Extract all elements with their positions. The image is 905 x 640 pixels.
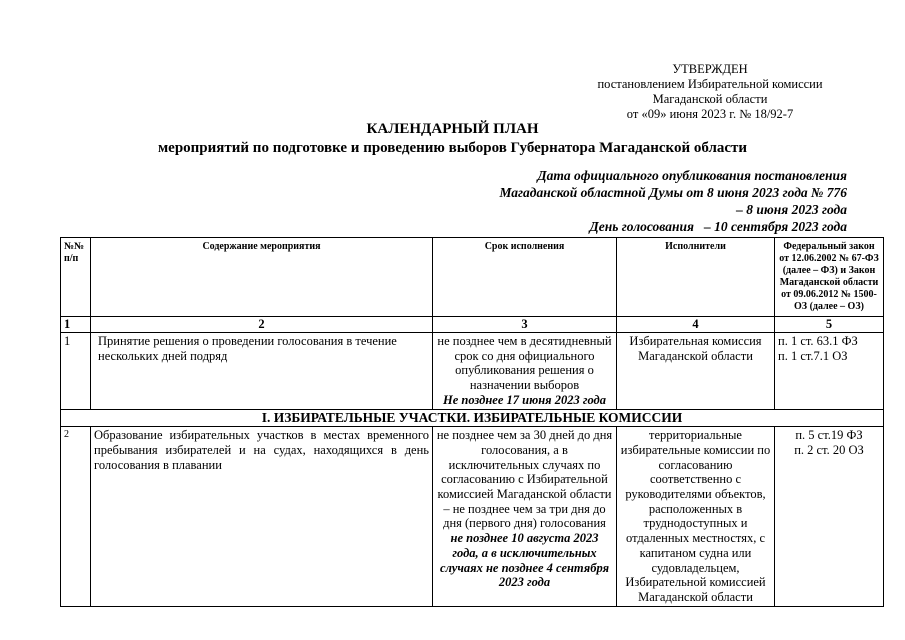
approval-heading: УТВЕРЖДЕН xyxy=(672,62,748,76)
title-line-1: КАЛЕНДАРНЫЙ ПЛАН xyxy=(366,121,539,137)
approval-line-3: от «09» июня 2023 г. № 18/92-7 xyxy=(626,107,794,121)
voting-day-line: День голосования – 10 сентября 2023 года xyxy=(589,219,847,234)
row-2-term-date: не позднее 10 августа 2023 года, а в исключительных случаях не позднее 4 сентября 2023 года xyxy=(439,531,610,590)
header-content: Содержание мероприятия xyxy=(91,238,433,317)
section-title: I. ИЗБИРАТЕЛЬНЫЕ УЧАСТКИ. ИЗБИРАТЕЛЬНЫЕ КОМИССИИ xyxy=(61,409,884,427)
publication-date-line-3: – 8 июня 2023 года xyxy=(736,202,847,217)
column-number-row xyxy=(61,317,884,333)
row-2-law xyxy=(775,427,884,606)
table-row xyxy=(61,333,884,410)
col-number-2: 2 xyxy=(91,317,433,333)
row-1-executor: Избирательная комиссия Магаданской области xyxy=(617,333,775,410)
row-2-content: Образование избирательных участков в местах временного пребывания избирателей и на судах, находящихся в день голосования в плавании xyxy=(91,427,433,606)
row-2-executor: территориальные избирательные комиссии по согласованию соответственно с руководителями объектов, расположенных в труднодоступных и отдаленных местностях, с капитаном судна или судовладельцем, Избирательной комиссией Магаданской области xyxy=(617,427,775,606)
table-row xyxy=(61,427,884,606)
row-1-content-text: Принятие решения о проведении голосования в течение нескольких дней подряд xyxy=(98,334,397,363)
header-num: №№ п/п xyxy=(61,238,91,317)
row-1-law-oz: п. 1 ст.7.1 ОЗ xyxy=(778,348,848,363)
row-1-term-date: Не позднее 17 июня 2023 года xyxy=(443,392,606,407)
col-number-5: 5 xyxy=(775,317,884,333)
dates-block xyxy=(427,167,847,235)
row-2-law-fz: п. 5 ст.19 ФЗ xyxy=(795,428,863,443)
row-1-law xyxy=(775,333,884,410)
row-2-term xyxy=(433,427,617,606)
col-number-1: 1 xyxy=(61,317,91,333)
row-2-law-oz: п. 2 ст. 20 ОЗ xyxy=(794,442,864,457)
row-1-num: 1 xyxy=(61,333,91,410)
row-1-term xyxy=(433,333,617,410)
row-2-term-text: не позднее чем за 30 дней до дня голосования, а в исключительных случаях по согласованию с Избирательной комиссией Магаданской области – не позднее чем за три дня до дня (первого дня) голосования xyxy=(436,428,613,531)
header-executor: Исполнители xyxy=(617,238,775,317)
row-1-term-text: не позднее чем в десятидневный срок со дня официального опубликования решения о назначении выборов xyxy=(437,334,612,393)
calendar-plan-table xyxy=(60,237,884,607)
approval-line-1: постановлением Избирательной комиссии xyxy=(597,77,823,91)
header-term: Срок исполнения xyxy=(433,238,617,317)
title-line-2: мероприятий по подготовке и проведению выборов Губернатора Магаданской области xyxy=(157,140,748,156)
header-law: Федеральный закон от 12.06.2002 № 67-ФЗ (далее – ФЗ) и Закон Магаданской области от 09.06.2012 № 1500-ОЗ (далее – ОЗ) xyxy=(775,238,884,317)
document-title xyxy=(0,120,905,158)
col-number-4: 4 xyxy=(617,317,775,333)
row-1-content xyxy=(91,333,433,410)
col-number-3: 3 xyxy=(433,317,617,333)
table-header-row xyxy=(61,238,884,317)
section-header-row xyxy=(61,409,884,427)
approval-line-2: Магаданской области xyxy=(652,92,768,106)
row-2-num: 2 xyxy=(61,427,91,606)
publication-date-line-2: Магаданской областной Думы от 8 июня 2023 года № 776 xyxy=(499,185,847,200)
row-1-law-fz: п. 1 ст. 63.1 ФЗ xyxy=(778,334,858,348)
publication-date-line-1: Дата официального опубликования постановления xyxy=(537,168,847,183)
approval-block xyxy=(560,62,860,122)
